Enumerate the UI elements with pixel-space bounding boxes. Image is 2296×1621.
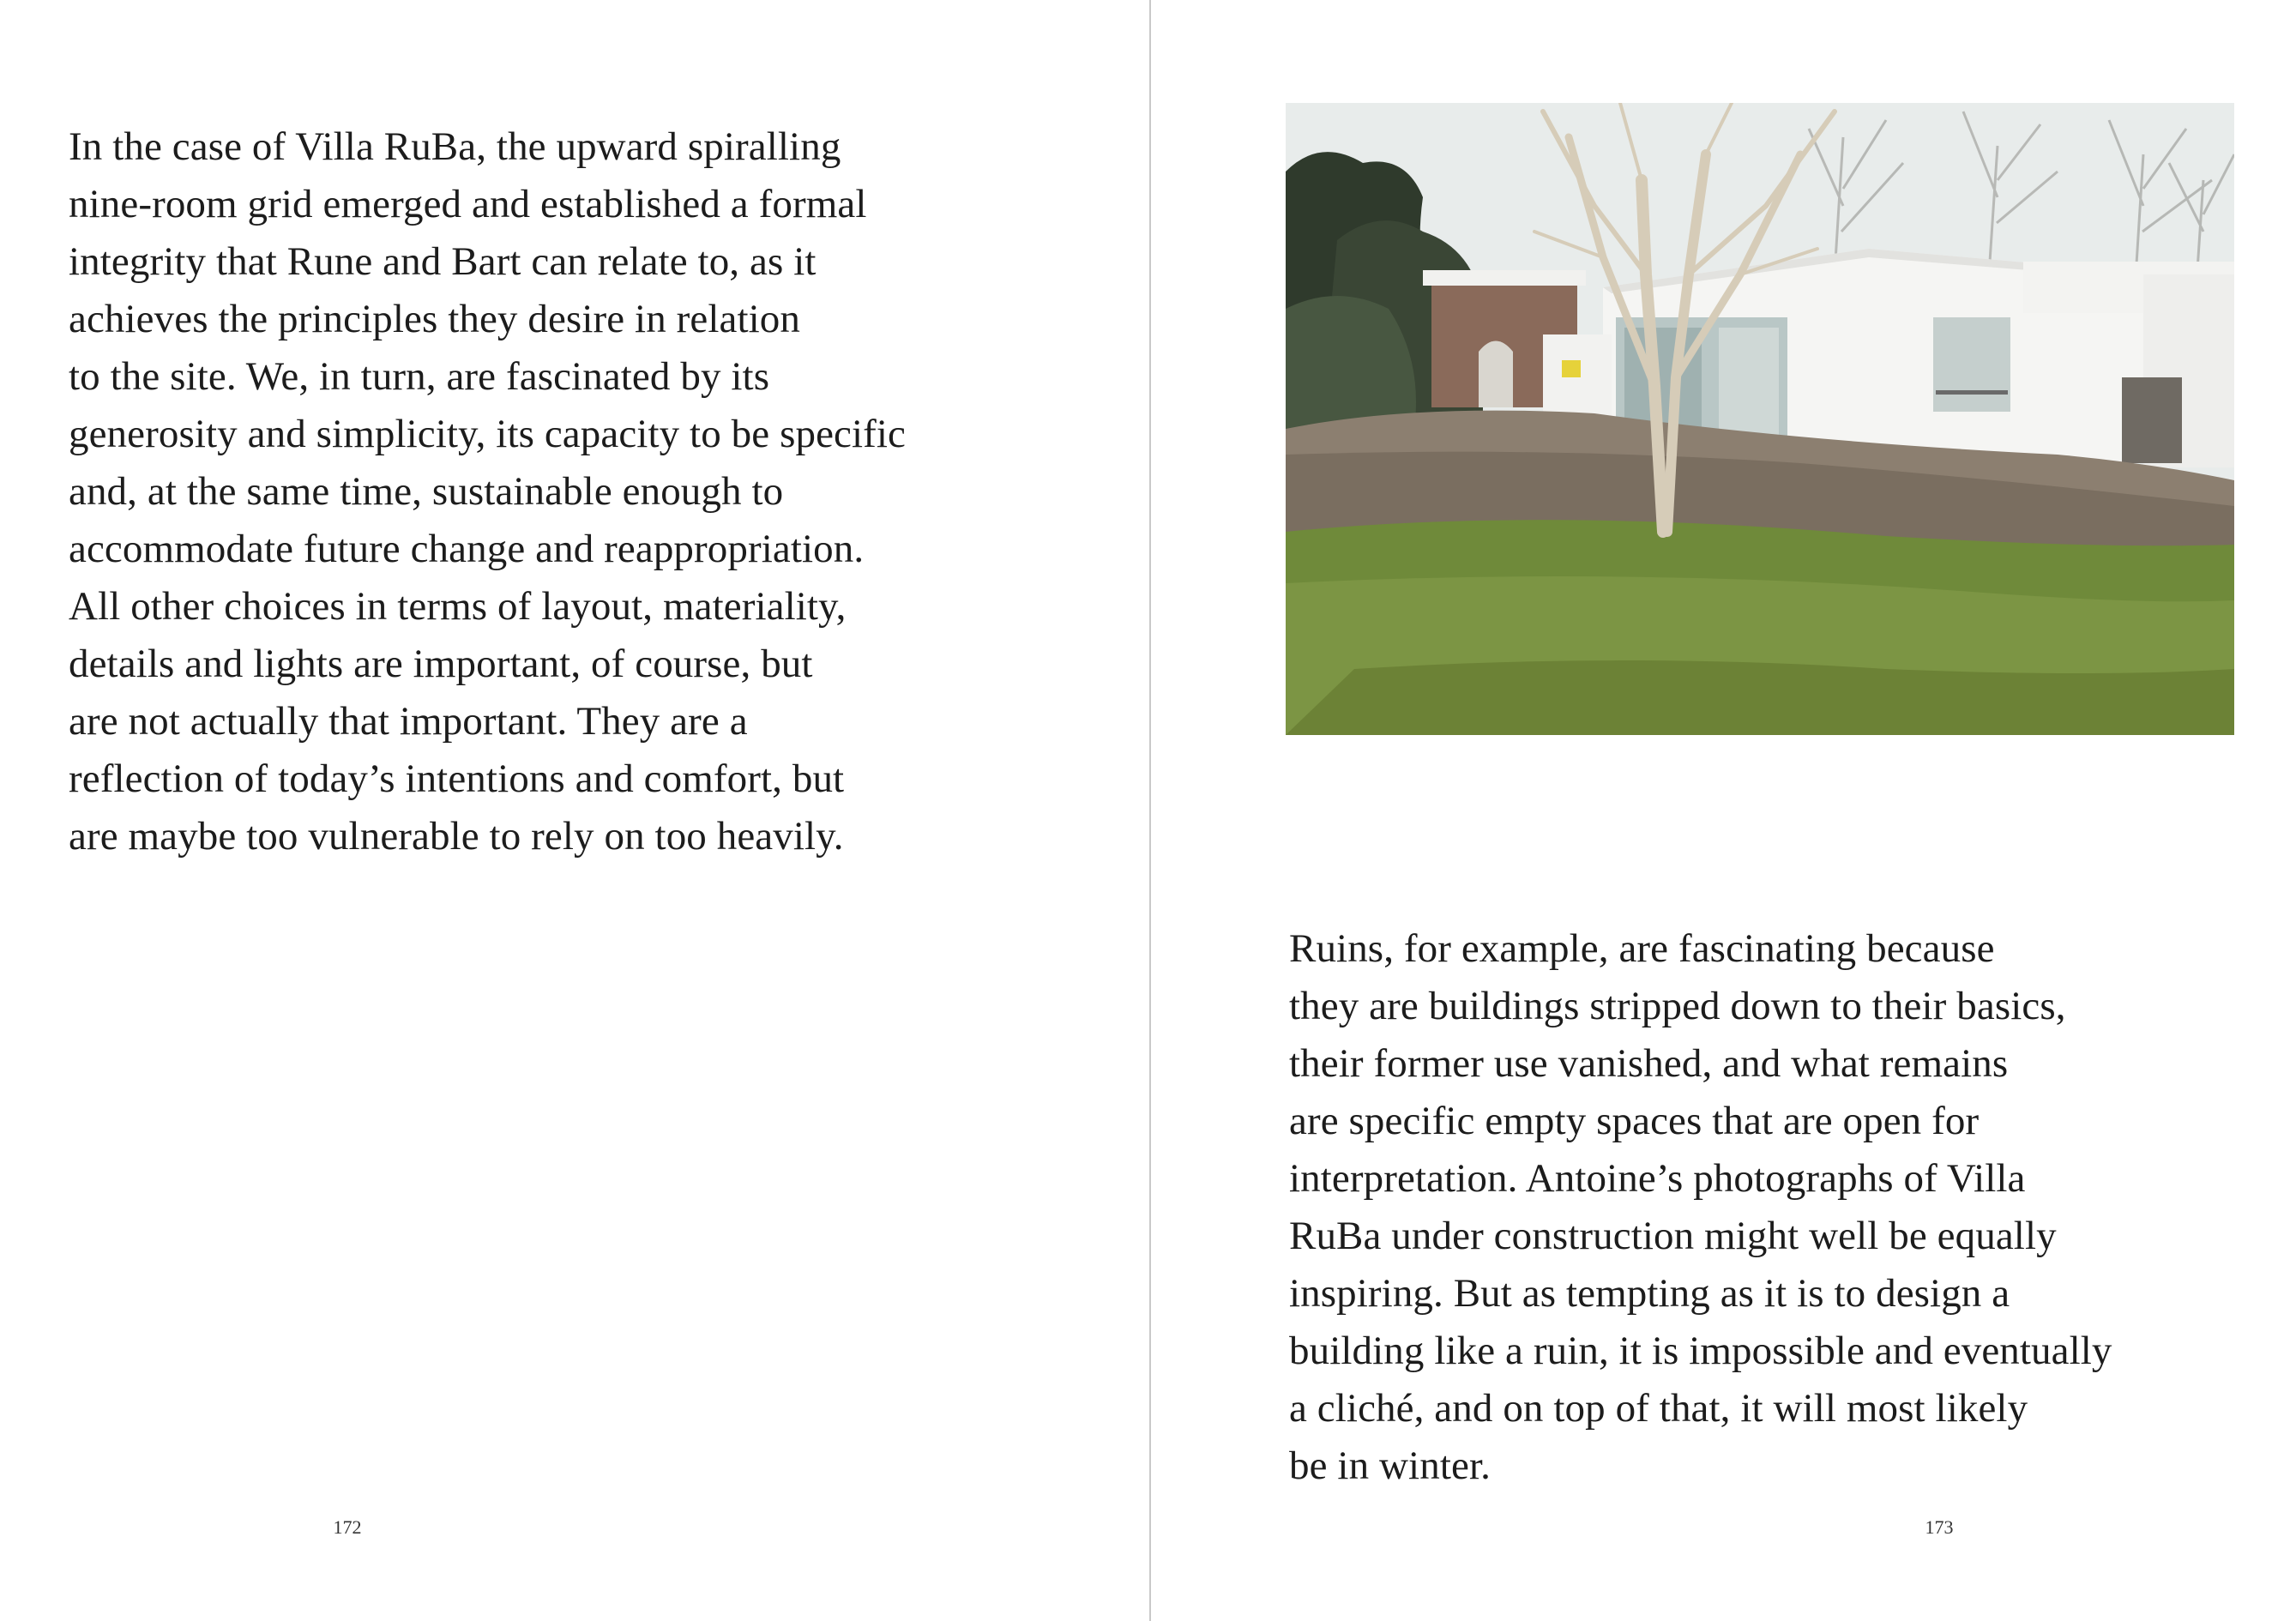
right-body-paragraph: Ruins, for example, are fascinating because they are buildings stripped down to their basics, their former use vanished, and what remains are specific empty spaces that are open for interpretation. Antoine’s photographs of Villa RuBa under construction might well be equally inspiring. But as tempting as it is to design a building like a ruin, it is impossible and eventually a cliché, and on top of that, it will most likely be in winter.	[1289, 926, 2112, 1488]
photo-illustration	[1286, 103, 2234, 735]
page-number-left: 172	[333, 1516, 362, 1538]
right-page	[1152, 0, 2296, 1621]
villa-ruba-photograph	[1286, 103, 2234, 735]
left-body-paragraph: In the case of Villa RuBa, the upward spiralling nine-room grid emerged and established a formal integrity that Rune and Bart can relate to, as it achieves the principles they desire in relation to the site. We, in turn, are fascinated by its generosity and simplicity, its capacity to be specific and, at the same time, sustainable enough to accommodate future change and reappropriation. All other choices in terms of layout, materiality, details and lights are important, of course, but are not actually that important. They are a reflection of today’s intentions and comfort, but are maybe too vulnerable to rely on too heavily.	[69, 124, 907, 859]
page-gutter-divider	[1149, 0, 1151, 1621]
page-number-right: 173	[1925, 1516, 1954, 1538]
